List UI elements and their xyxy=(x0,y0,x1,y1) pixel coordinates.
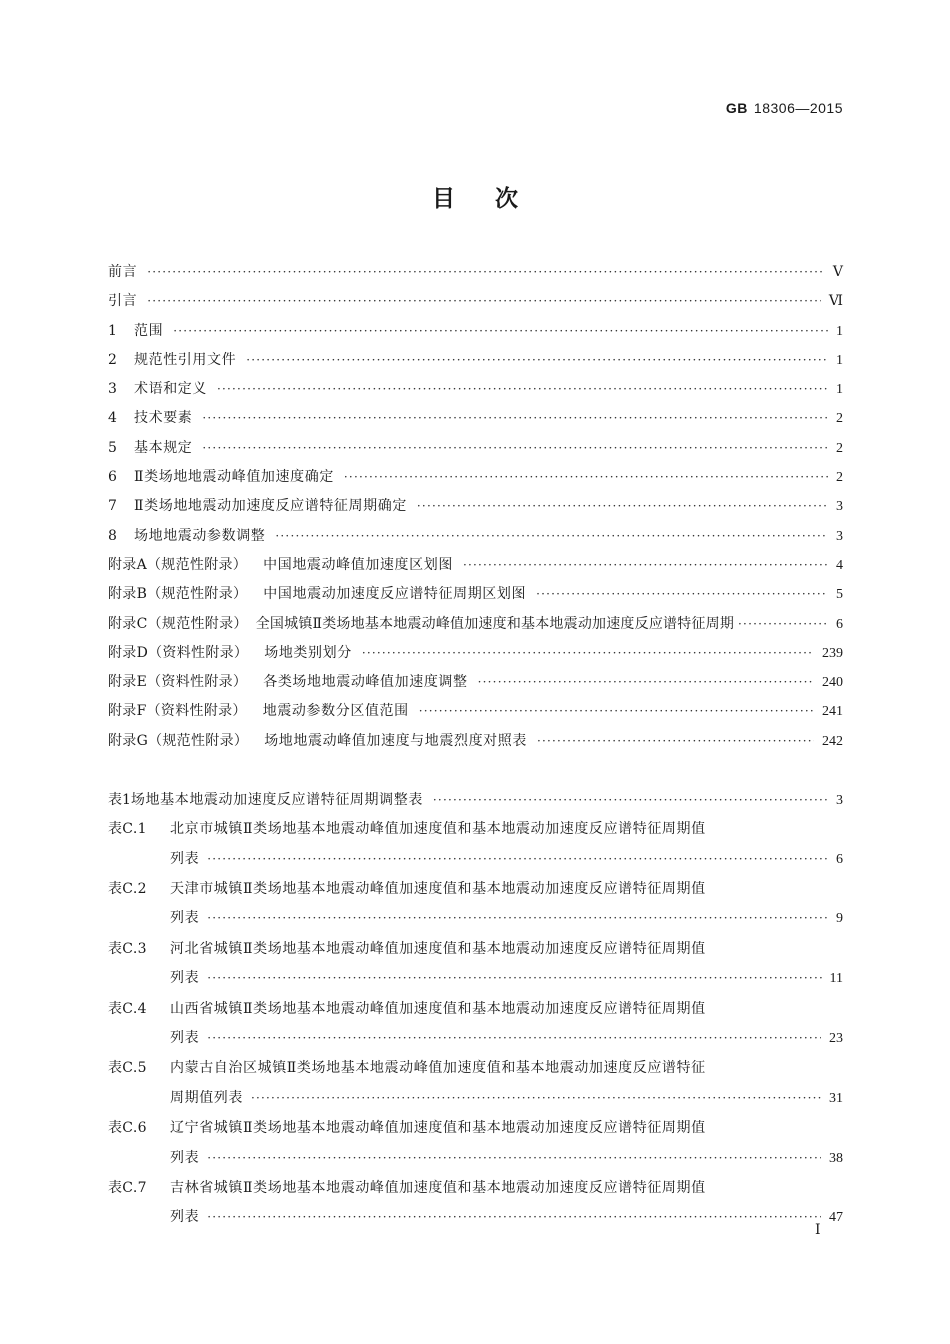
appendix-label: 中国地震动峰值加速度区划图 xyxy=(263,556,453,573)
dot-leader xyxy=(536,584,828,604)
dot-leader xyxy=(362,643,814,663)
dot-leader xyxy=(738,614,828,634)
table-page: 23 xyxy=(829,1031,843,1047)
toc-entry[interactable] xyxy=(108,434,843,463)
dot-leader xyxy=(275,526,828,546)
table-page: 11 xyxy=(829,971,843,987)
table-label: 河北省城镇Ⅱ类场地基本地震动峰值加速度值和基本地震动加速度反应谱特征周期值 xyxy=(170,940,706,957)
toc-appendix-entry[interactable] xyxy=(108,610,843,639)
toc-entry-label: 基本规定 xyxy=(134,439,193,456)
appendix-page: 5 xyxy=(836,587,843,603)
table-label-continued: 列表 xyxy=(170,1209,200,1226)
toc-entry[interactable] xyxy=(108,463,843,492)
toc-appendix-entry[interactable] xyxy=(108,727,843,756)
toc-table-entry[interactable] xyxy=(108,875,843,934)
footer-page-number: Ⅰ xyxy=(815,1223,821,1238)
toc-entry[interactable] xyxy=(108,287,843,316)
dot-leader xyxy=(417,496,828,516)
standard-number: 18306—2015 xyxy=(753,100,843,116)
appendix-code: 附录A（规范性附录） xyxy=(108,556,248,573)
appendix-label: 全国城镇Ⅱ类场地基本地震动峰值加速度和基本地震动加速度反应谱特征周期 xyxy=(255,615,735,632)
toc-appendix-entry[interactable] xyxy=(108,668,843,697)
dot-leader xyxy=(251,1088,821,1108)
toc-entry-number: 6 xyxy=(108,469,117,486)
table-code: 表C.4 xyxy=(108,1000,147,1017)
toc-entry-number: 4 xyxy=(108,410,117,427)
dot-leader xyxy=(207,968,821,988)
page-title: 目次 xyxy=(432,185,558,212)
table-code: 表C.1 xyxy=(108,821,147,838)
dot-leader xyxy=(344,467,828,487)
toc-entry-label: 术语和定义 xyxy=(134,381,207,398)
appendix-page: 240 xyxy=(822,675,843,691)
table-page: 31 xyxy=(829,1090,843,1106)
dot-leader xyxy=(147,291,821,311)
table-page: 38 xyxy=(829,1150,843,1166)
toc-entry-page: 2 xyxy=(836,440,843,456)
toc-table-entry[interactable] xyxy=(108,786,843,815)
dot-leader xyxy=(207,1148,821,1168)
table-label: 辽宁省城镇Ⅱ类场地基本地震动峰值加速度值和基本地震动加速度反应谱特征周期值 xyxy=(170,1120,706,1137)
table-label: 天津市城镇Ⅱ类场地基本地震动峰值加速度值和基本地震动加速度反应谱特征周期值 xyxy=(170,881,706,898)
toc-entry-page: 1 xyxy=(836,323,843,339)
dot-leader xyxy=(202,408,828,428)
toc-entry-page: 3 xyxy=(836,528,843,544)
toc-entry-label: 引言 xyxy=(108,293,138,310)
toc-entry[interactable] xyxy=(108,404,843,433)
appendix-page: 239 xyxy=(822,645,843,661)
toc-tables xyxy=(108,786,843,1234)
toc-entry-number: 7 xyxy=(108,498,117,515)
toc-table-entry[interactable] xyxy=(108,1114,843,1173)
dot-leader xyxy=(463,555,828,575)
appendix-code: 附录C（规范性附录） xyxy=(108,615,248,632)
toc-entry[interactable] xyxy=(108,258,843,287)
toc-table-entry[interactable] xyxy=(108,935,843,994)
toc-entry-label: Ⅱ类场地地震动峰值加速度确定 xyxy=(134,469,334,486)
dot-leader xyxy=(419,701,814,721)
toc-entry[interactable] xyxy=(108,492,843,521)
toc-entry-number: 5 xyxy=(108,439,117,456)
appendix-code: 附录E（资料性附录） xyxy=(108,674,248,691)
dot-leader xyxy=(433,790,828,810)
table-page: 47 xyxy=(829,1210,843,1226)
appendix-label: 中国地震动加速度反应谱特征周期区划图 xyxy=(263,586,527,603)
table-code: 表C.6 xyxy=(108,1120,147,1137)
table-code: 表C.3 xyxy=(108,940,147,957)
dot-leader xyxy=(173,321,828,341)
toc-entry-label: 规范性引用文件 xyxy=(134,351,237,368)
table-label-continued: 列表 xyxy=(170,910,200,927)
table-label-continued: 周期值列表 xyxy=(170,1089,243,1106)
dot-leader xyxy=(537,731,814,751)
toc-entry-number: 3 xyxy=(108,381,117,398)
toc-appendix-entry[interactable] xyxy=(108,697,843,726)
toc-entry[interactable] xyxy=(108,346,843,375)
table-label-continued: 列表 xyxy=(170,1149,200,1166)
appendix-page: 241 xyxy=(822,704,843,720)
appendix-page: 6 xyxy=(836,616,843,632)
appendix-code: 附录D（资料性附录） xyxy=(108,644,249,661)
table-label-continued: 列表 xyxy=(170,850,200,867)
dot-leader xyxy=(246,350,828,370)
toc-entry-label: 范围 xyxy=(134,322,164,339)
toc-entry-label: Ⅱ类场地地震动加速度反应谱特征周期确定 xyxy=(134,498,407,515)
appendix-code: 附录F（资料性附录） xyxy=(108,703,247,720)
dot-leader xyxy=(207,1028,821,1048)
table-label: 北京市城镇Ⅱ类场地基本地震动峰值加速度值和基本地震动加速度反应谱特征周期值 xyxy=(170,821,706,838)
table-page: 3 xyxy=(836,793,843,808)
dot-leader xyxy=(207,1207,821,1227)
toc-appendix-entry[interactable] xyxy=(108,639,843,668)
table-label: 内蒙古自治区城镇Ⅱ类场地基本地震动峰值加速度值和基本地震动加速度反应谱特征 xyxy=(170,1060,706,1077)
appendix-page: 4 xyxy=(836,557,843,573)
toc-entry-page: Ⅵ xyxy=(828,294,843,310)
toc-entry-page: 2 xyxy=(836,411,843,427)
toc-entry-number: 8 xyxy=(108,527,117,544)
toc-entry-label: 场地地震动参数调整 xyxy=(134,527,266,544)
appendix-label: 各类场地地震动峰值加速度调整 xyxy=(263,674,468,691)
appendix-label: 地震动参数分区值范围 xyxy=(262,703,409,720)
toc-sections xyxy=(108,258,843,756)
toc-appendix-entry[interactable] xyxy=(108,580,843,609)
toc-entry-label: 前言 xyxy=(108,264,138,280)
toc-entry[interactable] xyxy=(108,375,843,404)
toc-entry-number: 2 xyxy=(108,351,117,368)
toc-table-entry[interactable] xyxy=(108,1054,843,1113)
toc-entry[interactable] xyxy=(108,522,843,551)
dot-leader xyxy=(202,438,828,458)
table-code: 表C.7 xyxy=(108,1179,147,1196)
table-code: 表C.2 xyxy=(108,881,147,898)
toc-entry[interactable] xyxy=(108,317,843,346)
table-label-continued: 列表 xyxy=(170,1030,200,1047)
appendix-code: 附录B（规范性附录） xyxy=(108,586,248,603)
appendix-label: 场地类别划分 xyxy=(264,644,352,661)
table-page: 6 xyxy=(836,851,843,867)
toc-entry-page: 2 xyxy=(836,470,843,486)
appendix-code: 附录G（规范性附录） xyxy=(108,732,249,749)
standard-prefix: GB xyxy=(725,100,748,116)
appendix-label: 场地地震动峰值加速度与地震烈度对照表 xyxy=(264,732,527,749)
table-code: 表C.5 xyxy=(108,1060,147,1077)
toc-table-entry[interactable] xyxy=(108,995,843,1054)
table-label: 场地基本地震动加速度反应谱特征周期调整表 xyxy=(130,792,423,808)
toc-table-entry[interactable] xyxy=(108,815,843,874)
toc-appendix-entry[interactable] xyxy=(108,551,843,580)
toc-entry-page: 1 xyxy=(836,382,843,398)
toc-table-entry[interactable] xyxy=(108,1174,843,1233)
appendix-page: 242 xyxy=(822,733,843,749)
dot-leader xyxy=(207,908,828,928)
table-label: 吉林省城镇Ⅱ类场地基本地震动峰值加速度值和基本地震动加速度反应谱特征周期值 xyxy=(170,1179,706,1196)
toc-entry-page: 1 xyxy=(836,352,843,368)
toc-entry-number: 1 xyxy=(108,322,117,339)
toc-entry-label: 技术要素 xyxy=(134,410,193,427)
dot-leader xyxy=(217,379,828,399)
table-code: 表1 xyxy=(108,792,131,808)
table-label-continued: 列表 xyxy=(170,970,200,987)
toc-entry-page: Ⅴ xyxy=(832,265,843,280)
toc-entry-page: 3 xyxy=(836,499,843,515)
dot-leader xyxy=(207,849,828,869)
dot-leader xyxy=(147,262,825,282)
dot-leader xyxy=(478,672,814,692)
table-label: 山西省城镇Ⅱ类场地基本地震动峰值加速度值和基本地震动加速度反应谱特征周期值 xyxy=(170,1000,706,1017)
table-page: 9 xyxy=(836,911,843,927)
standard-code xyxy=(726,100,843,116)
